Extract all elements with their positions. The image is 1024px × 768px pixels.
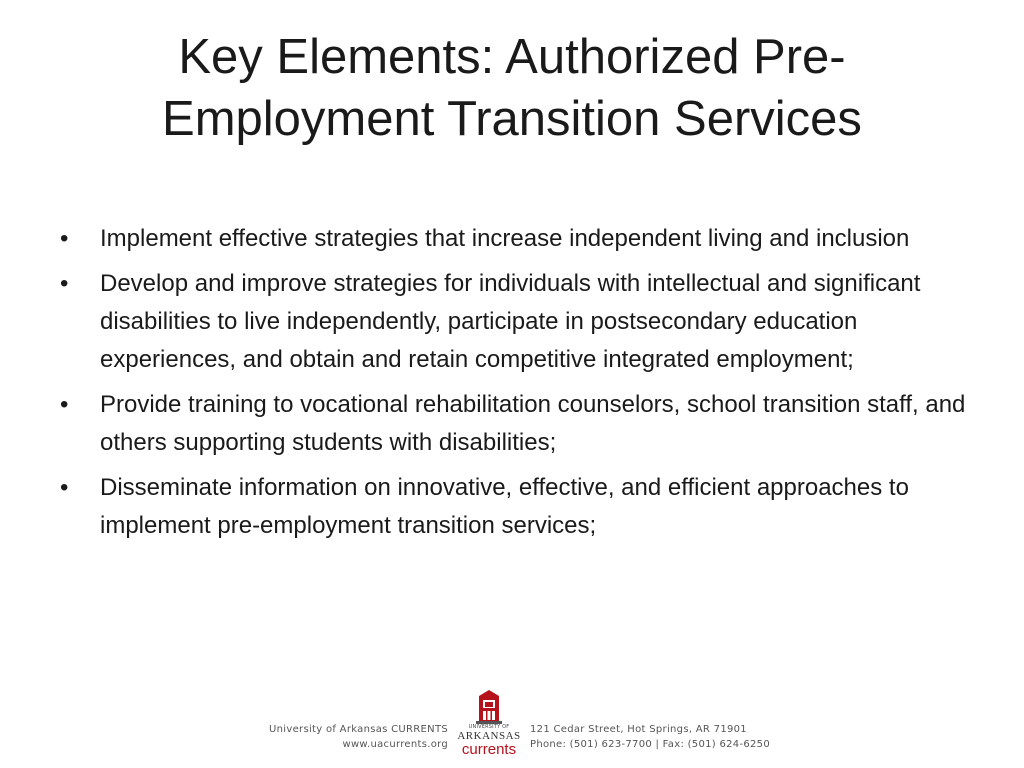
bullet-marker: • <box>60 391 69 418</box>
logo-currents: currents <box>461 741 517 758</box>
ua-currents-logo <box>454 690 524 760</box>
bullet-item <box>56 220 976 258</box>
slide-title-line-2: Employment Transition Services <box>162 92 862 146</box>
bullet-text: Implement effective strategies that increase independent living and inclusion <box>100 225 910 252</box>
footer-website: www.uacurrents.org <box>342 739 448 750</box>
university-of-arkansas-old-main-logo-icon <box>454 690 524 724</box>
slide-title-line-1: Key Elements: Authorized Pre- <box>178 30 846 84</box>
footer-org-name: University of Arkansas CURRENTS <box>269 724 448 735</box>
footer-org-block <box>258 722 448 752</box>
footer-contact-block <box>530 722 790 752</box>
bullet-marker: • <box>60 270 69 297</box>
footer-phone-fax: Phone: (501) 623-7700 | Fax: (501) 624-6250 <box>530 739 771 750</box>
bullet-list <box>56 220 976 552</box>
slide-title <box>40 26 984 150</box>
logo-university-of: UNIVERSITY OF <box>468 724 510 730</box>
bullet-item <box>56 265 976 379</box>
footer <box>258 690 788 760</box>
bullet-text: Provide training to vocational rehabilitation counselors, school transition staff, and others supporting students with disabilities; <box>100 391 966 456</box>
bullet-text: Disseminate information on innovative, effective, and efficient approaches to implement pre-employment transition services; <box>100 474 909 539</box>
bullet-text: Develop and improve strategies for individuals with intellectual and significant disabilities to live independently, participate in postsecondary education experiences, and obtain and retain competitive integrated employment; <box>100 270 921 373</box>
footer-address: 121 Cedar Street, Hot Springs, AR 71901 <box>530 724 747 735</box>
bullet-marker: • <box>60 474 69 501</box>
bullet-item <box>56 469 976 545</box>
bullet-item <box>56 386 976 462</box>
logo-arkansas: ARKANSAS <box>457 730 521 742</box>
bullet-marker: • <box>60 225 69 252</box>
